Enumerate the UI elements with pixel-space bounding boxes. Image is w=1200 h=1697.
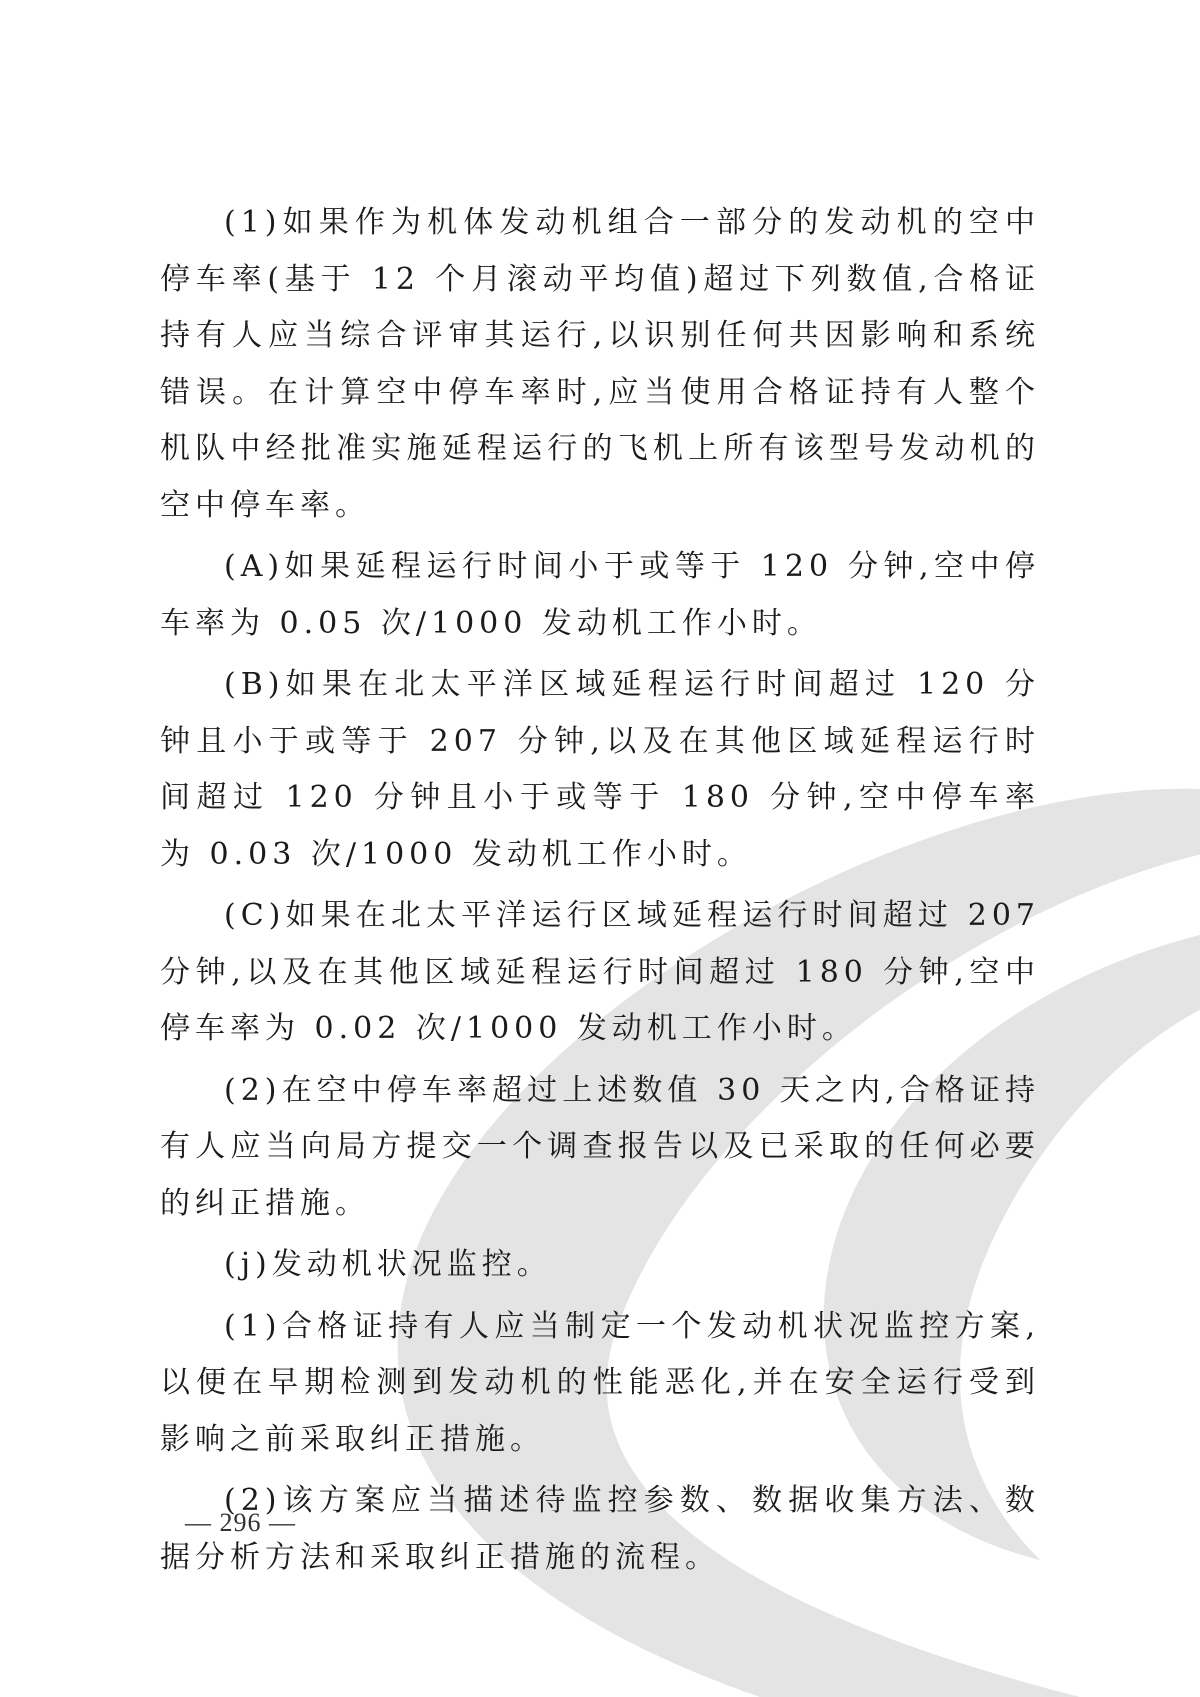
paragraph-4: (C)如果在北太平洋运行区域延程运行时间超过 207 分钟,以及在其他区域延程运行时间超过 180 分钟,空中停车率为 0.02 次/1000 发动机工作小时。: [160, 898, 1040, 1046]
paragraph-8: (2)该方案应当描述待监控参数、数据收集方法、数据分析方法和采取纠正措施的流程。: [160, 1483, 1040, 1575]
paragraph-3: (B)如果在北太平洋区域延程运行时间超过 120 分钟且小于或等于 207 分钟,以及在其他区域延程运行时间超过 120 分钟且小于或等于 180 分钟,空中停车率为 0.03 次/1000 发动机工作小时。: [160, 667, 1040, 872]
paragraph-5: (2)在空中停车率超过上述数值 30 天之内,合格证持有人应当向局方提交一个调查报告以及已采取的任何必要的纠正措施。: [160, 1072, 1040, 1221]
document-body: [160, 195, 1040, 1591]
page-number: — 296 —: [185, 1508, 296, 1537]
paragraph-2: (A)如果延程运行时间小于或等于 120 分钟,空中停车率为 0.05 次/1000 发动机工作小时。: [160, 549, 1040, 641]
paragraph-7: (1)合格证持有人应当制定一个发动机状况监控方案,以便在早期检测到发动机的性能恶化,并在安全运行受到影响之前采取纠正措施。: [160, 1308, 1040, 1457]
paragraph-1: (1)如果作为机体发动机组合一部分的发动机的空中停车率(基于 12 个月滚动平均值)超过下列数值,合格证持有人应当综合评审其运行,以识别任何共因影响和系统错误。在计算空中停车率时,应当使用合格证持有人整个机队中经批准实施延程运行的飞机上所有该型号发动机的空中停车率。: [160, 205, 1040, 523]
paragraph-6: (j)发动机状况监控。: [224, 1247, 552, 1282]
